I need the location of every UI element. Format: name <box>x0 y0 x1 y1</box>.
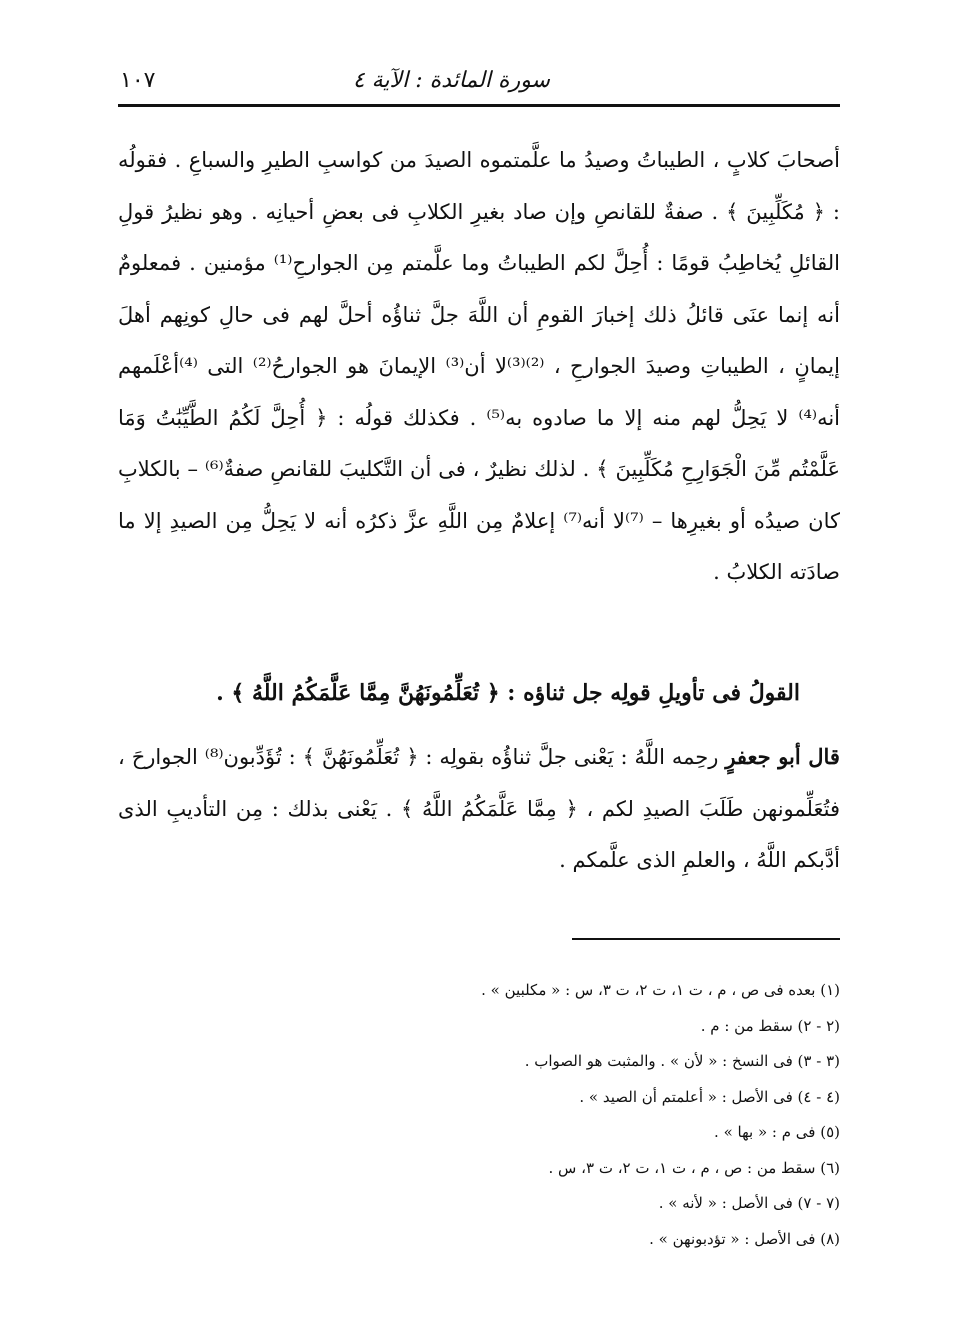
author-name: قال أبو جعفرٍ <box>725 744 840 769</box>
footnotes <box>118 973 840 1257</box>
paragraph-2 <box>118 731 840 887</box>
footnote-7: (٧ - ٧) فى الأصل : « لأنه » . <box>658 1194 840 1212</box>
header-rule <box>118 104 840 107</box>
commentary-text <box>118 731 840 887</box>
paragraph-2-text: رحِمه اللَّهُ : يَعْنى جلَّ ثناؤُه بقولِه : ﴿ تُعَلِّمُونَهُنَّ ﴾ : تُؤَدِّبون⁽⁸⁾ الجوارحَ ، فتُعَلِّمونهن طَلَبَ الصيدِ لكم ، ﴿ مِمَّا عَلَّمَكُمُ اللَّهُ ﴾ . يَعْنى بذلك : مِن التأديبِ الذى أدَّبكم اللَّهُ ، والعلمِ الذى علَّمكم . <box>118 745 840 872</box>
footnote-rule <box>572 938 840 940</box>
footnote-5: (٥) فى م : « بها » . <box>714 1123 840 1141</box>
page-number: ١٠٧ <box>120 68 156 93</box>
footnote-8: (٨) فى الأصل : « تؤدبونهن » . <box>649 1229 840 1248</box>
page-header <box>118 60 840 104</box>
footnote-2: (٢ - ٢) سقط من : م . <box>700 1016 840 1035</box>
paragraph-1: أصحابَ كلابٍ ، الطيباتُ وصيدُ ما علَّمتموه الصيدَ من كواسبِ الطيرِ والسباعِ . فقولُه : ﴿ مُكَلِّبِينَ ﴾ . صفةٌ للقانصِ وإن صاد بغيرِ الكلابِ فى بعضِ أحيانِه . وهو نظيرُ قولِ القائلِ يُخاطِبُ قومًا : أُحِلَّ لكم الطيباتُ وما علَّمتم مِن الجوارحِ⁽¹⁾ مؤمنين . فمعلومٌ أنه إنما عنَى قائلُ ذلك إخبارَ القومِ أن اللَّهَ جلَّ ثناؤُه أحلَّ لهم فى حالِ كونِهم أهلَ إيمانٍ ، الطيباتِ وصيدَ الجوارحِ ، ⁽²⁾⁽³⁾لا أن⁽³⁾ الإيمانَ هو الجوارحُ⁽²⁾ التى ⁽⁴⁾أعْلَمهم أنه⁽⁴⁾ لا يَحِلُّ لهم منه إلا ما صادوه به⁽⁵⁾ . فكذلك قولُه : ﴿ أُحِلَّ لَكُمُ الطَّيِّبَٰتُ وَمَا عَلَّمْتُم مِّنَ الْجَوَارِحِ مُكَلِّبِينَ ﴾ . لذلك نظيرٌ ، فى أن التَّكليبَ للقانصِ صفةٌ⁽⁶⁾ – بالكلابِ كان صيدُه أو بغيرِها – ⁽⁷⁾لا أنه⁽⁷⁾ إعلامٌ مِن اللَّهِ عزَّ ذكرُه أنه لا يَحِلُّ مِن الصيدِ إلا ما صادَته الكلابُ . <box>118 148 841 584</box>
main-text <box>118 135 840 599</box>
section-heading: القولُ فى تأويلِ قولِه جل ثناؤه : ﴿ تُعَلِّمُونَهُنَّ مِمَّا عَلَّمَكُمُ اللَّهُ ﴾ . <box>216 680 800 706</box>
footnote-4: (٤ - ٤) فى الأصل : « أعلمتم أن الصيد » . <box>579 1087 840 1106</box>
footnote-6: (٦) سقط من : ص ، م ، ت ١، ت ٢، ت ٣، س . <box>548 1158 840 1177</box>
running-title: سورة المائدة : الآية ٤ <box>352 68 550 93</box>
footnote-3: (٣ - ٣) فى النسخ : « لأن » . والمثبت هو الصواب . <box>524 1052 840 1070</box>
footnote-1: (١) بعده فى ص ، م ، ت ١، ت ٢، ت ٣، س : « مكلبين » . <box>481 981 840 999</box>
